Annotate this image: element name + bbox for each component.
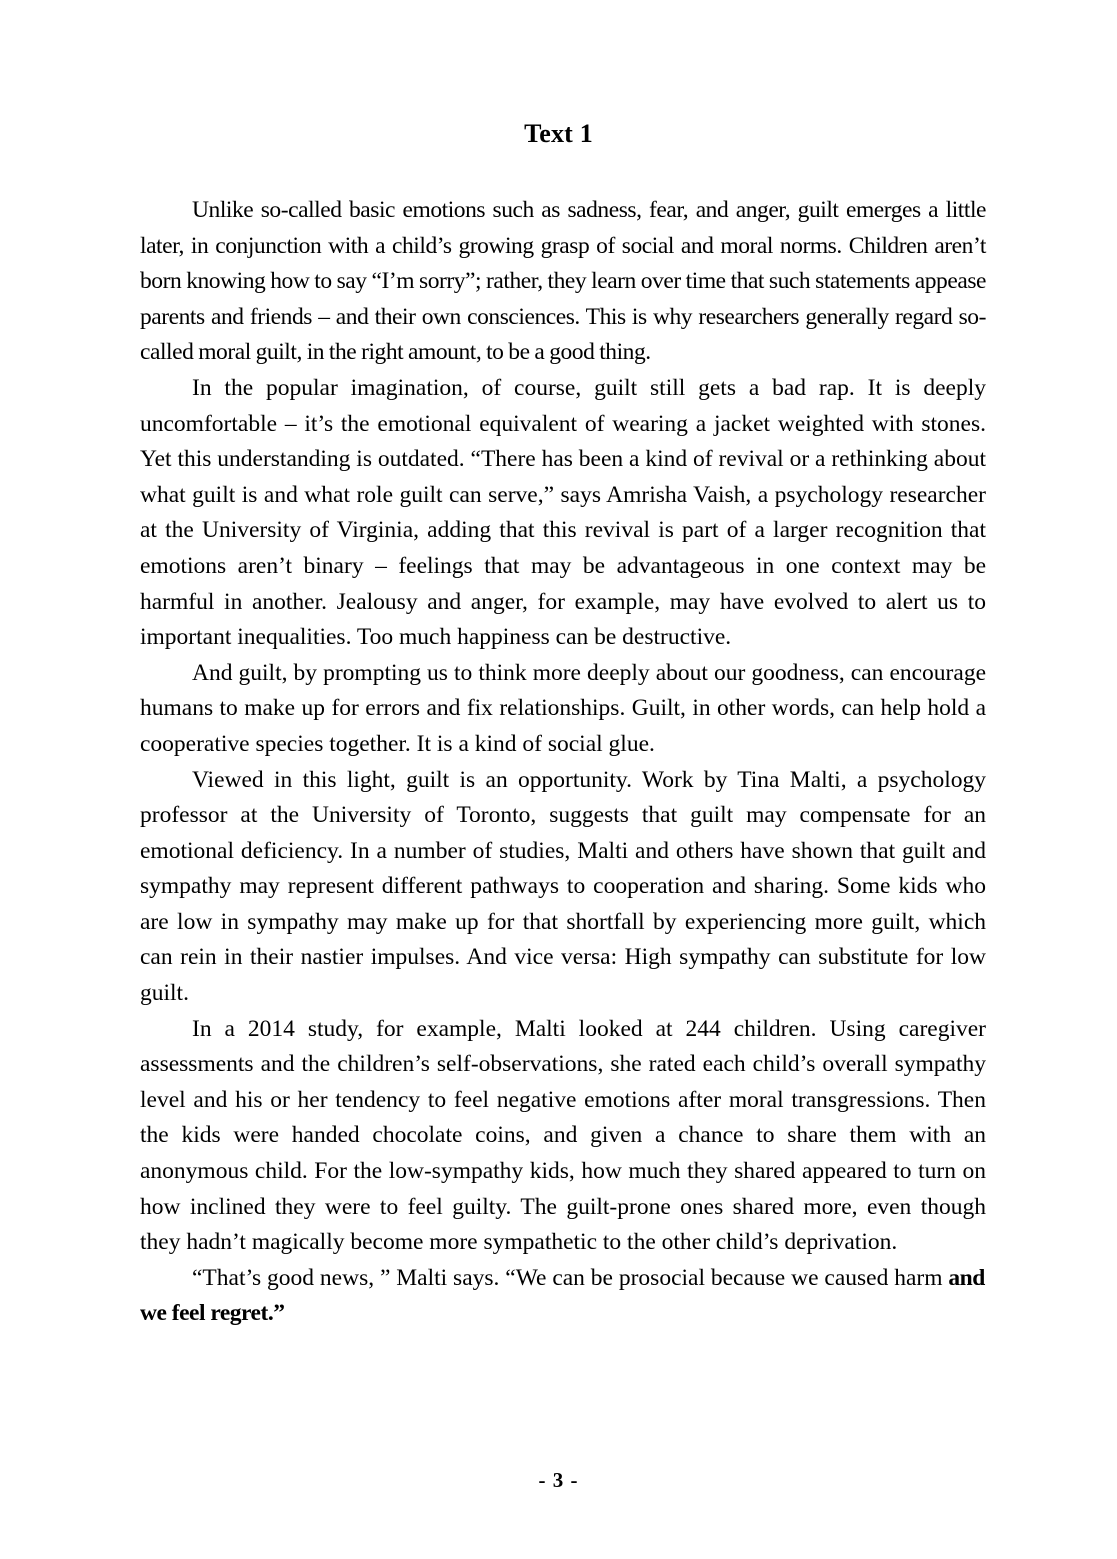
paragraph-3: And guilt, by prompting us to think more deeply about our goodness, can encourage humans to make up for errors and fix relationships. Guilt, in other words, can help hold a cooperative species together. It is a kind of social glue. [140, 659, 986, 757]
page-title: Text 1 [524, 119, 593, 148]
paragraph-4: Viewed in this light, guilt is an opportunity. Work by Tina Malti, a psychology professor at the University of Toronto, suggests that guilt may compensate for an emotional deficiency. In a number of studies, Malti and others have shown that guilt and sympathy may represent different pathways to cooperation and sharing. Some kids who are low in sympathy may make up for that shortfall by experiencing more guilt, which can rein in their nastier impulses. And vice versa: High sympathy can substitute for low guilt. [140, 766, 986, 1007]
paragraph-6-lead: “That’s good news, ” Malti says. “We can be prosocial because we caused harm [192, 1264, 949, 1291]
paragraph-2: In the popular imagination, of course, guilt still gets a bad rap. It is deeply uncomfortable – it’s the emotional equivalent of wearing a jacket weighted with stones. Yet this understanding is outdated. “There has been a kind of revival or a rethinking about what guilt is and what role guilt can serve,” says Amrisha Vaish, a psychology researcher at the University of Virginia, adding that this revival is part of a larger recognition that emotions aren’t binary – feelings that may be advantageous in one context may be harmful in another. Jealousy and anger, for example, may have evolved to alert us to important inequalities. Too much happiness can be destructive. [140, 374, 987, 651]
paragraph-5: In a 2014 study, for example, Malti looked at 244 children. Using caregiver assessments and the children’s self-observations, she rated each child’s overall sympathy level and his or her tendency to feel negative emotions after moral transgressions. Then the kids were handed chocolate coins, and given a chance to share them with an anonymous child. For the low-sympathy kids, how much they shared appeared to turn on how inclined they were to feel guilty. The guilt-prone ones shared more, even though they hadn’t magically become more sympathetic to the other child’s deprivation. [140, 1015, 986, 1256]
paragraph-1: Unlike so-called basic emotions such as sadness, fear, and anger, guilt emerges a little later, in conjunction with a child’s growing grasp of social and moral norms. Children aren’t born knowing how to say “I’m sorry”; rather, they learn over time that such statements appease parents and friends – and their own consciences. This is why researchers generally regard so-called moral guilt, in the right amount, to be a good thing. [140, 197, 986, 366]
page-number-footer: - 3 - [538, 1468, 579, 1492]
paragraph-6-emphasis: and we feel regret.” [140, 1264, 985, 1327]
document-body [140, 193, 986, 1332]
paragraph-6 [140, 1261, 986, 1332]
